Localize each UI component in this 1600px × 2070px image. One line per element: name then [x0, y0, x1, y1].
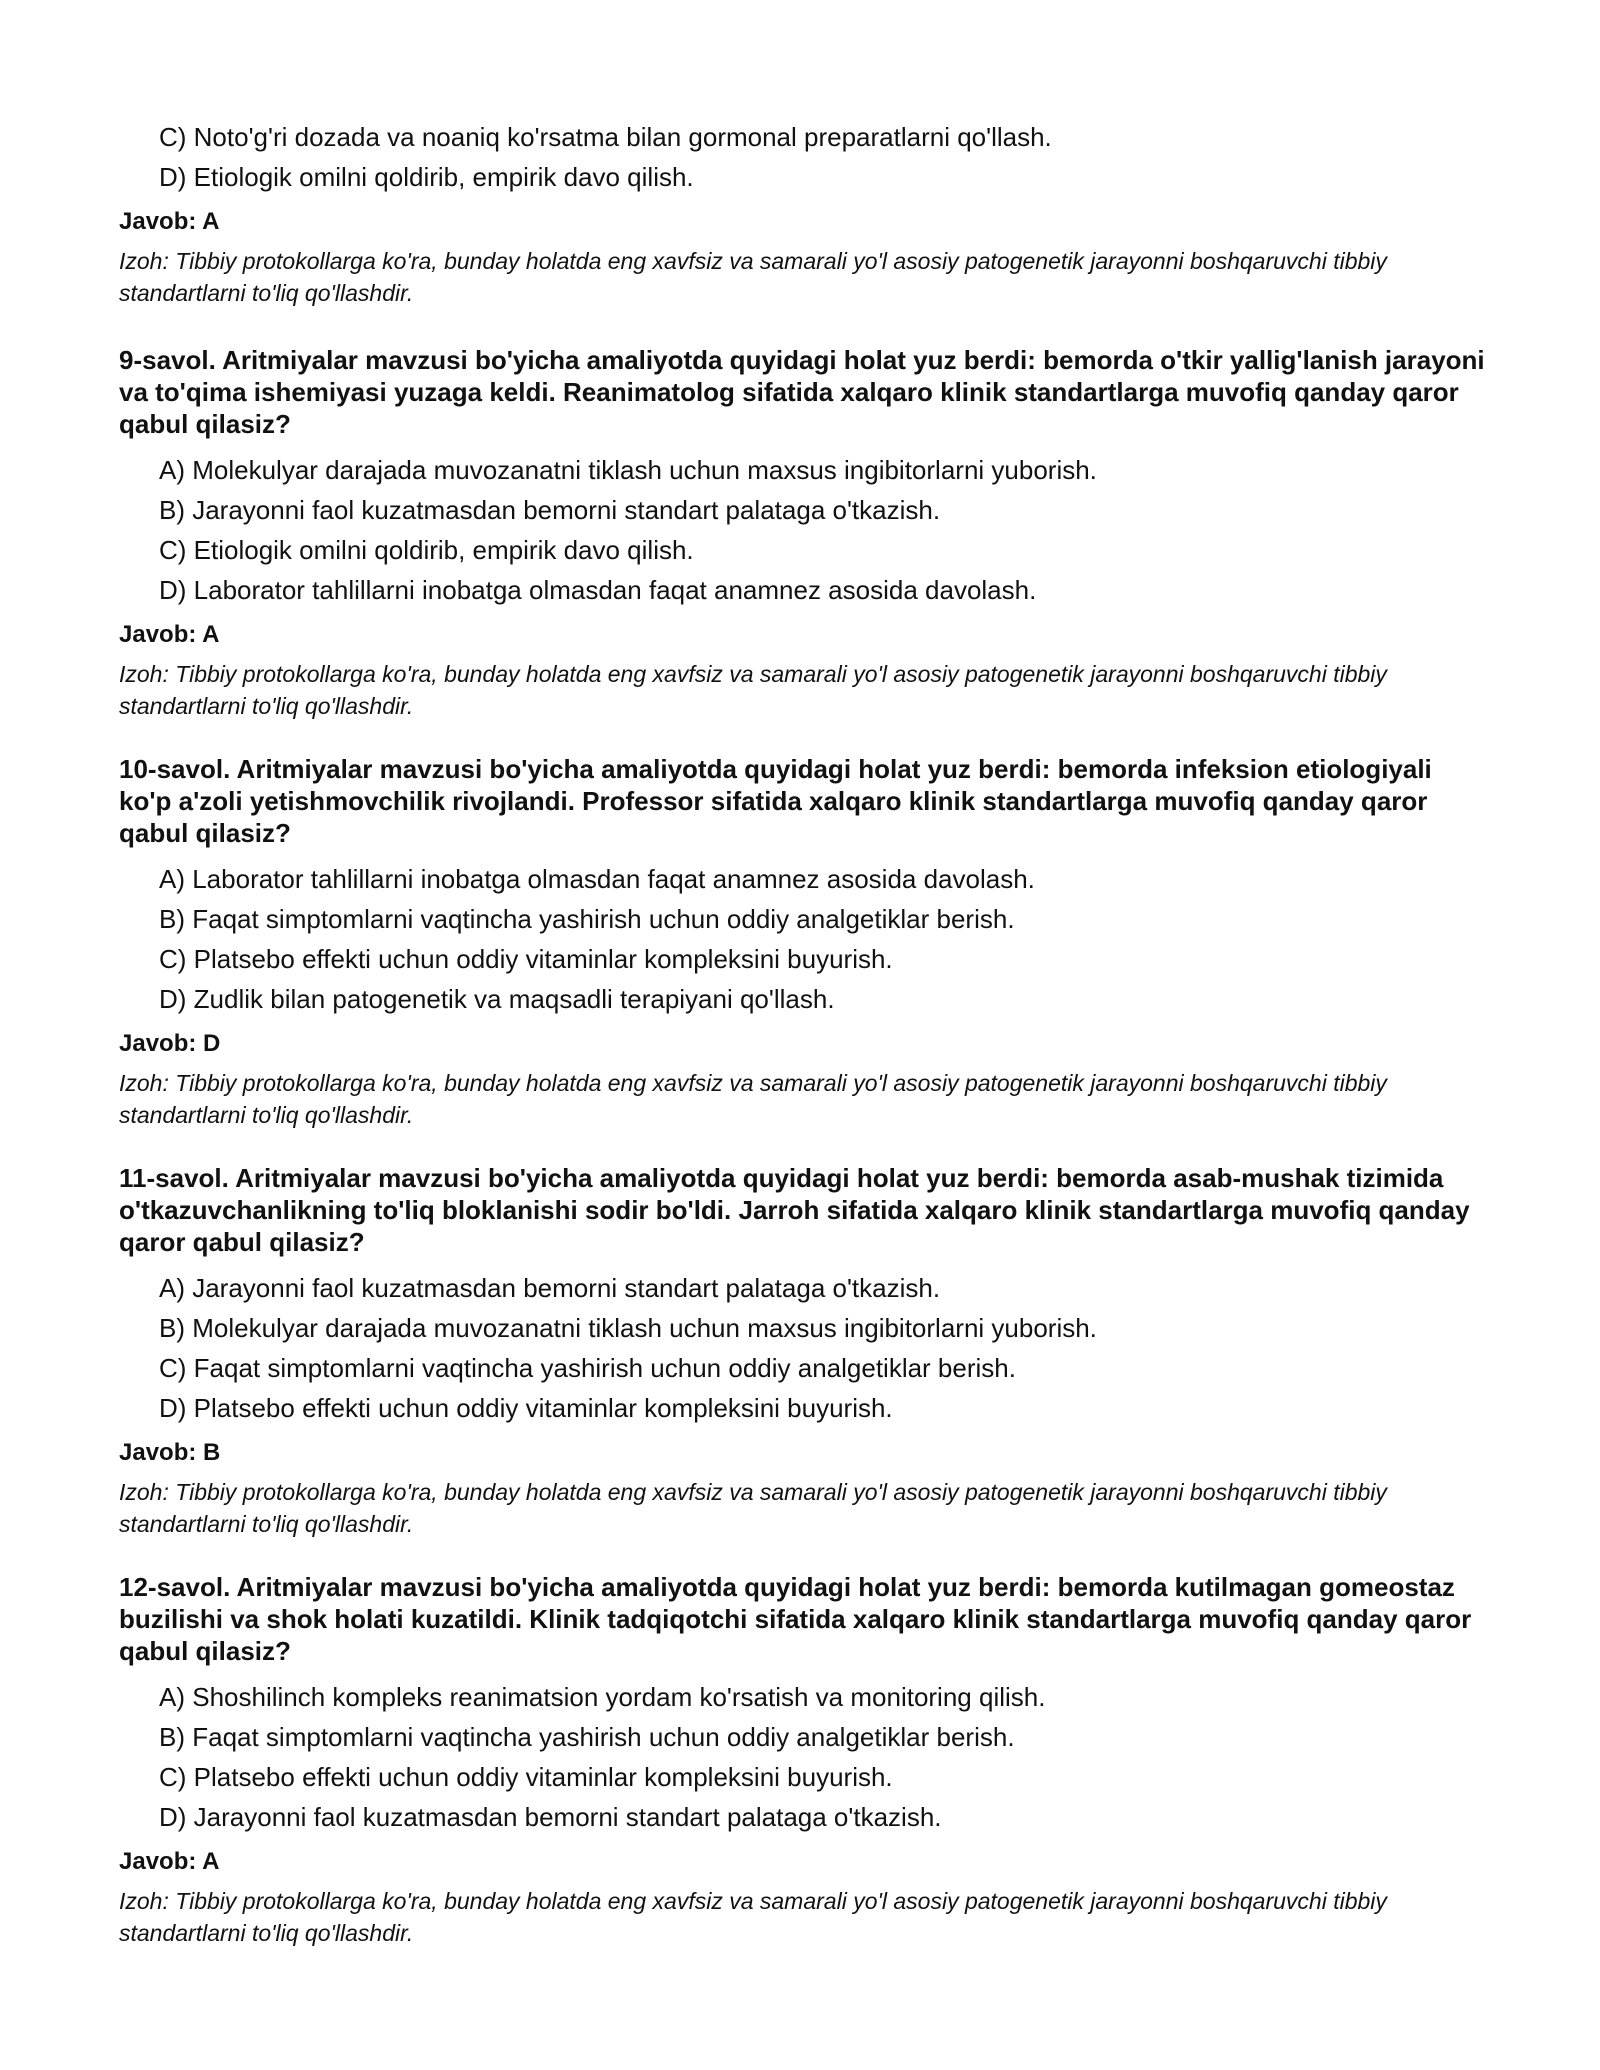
explanation-note: Izoh: Tibbiy protokollarga ko'ra, bunday holatda eng xavfsiz va samarali yo'l asosiy patogenetik jarayonni boshqaruvchi tibbiy standartlarni to'liq qo'llashdir.	[119, 1479, 1387, 1537]
answer-option-d: D) Etiologik omilni qoldirib, empirik davo qilish.	[159, 162, 694, 192]
answer-option-b: B) Jarayonni faol kuzatmasdan bemorni standart palataga o'tkazish.	[159, 495, 941, 525]
question-9	[119, 344, 1489, 722]
answer-option-d: D) Zudlik bilan patogenetik va maqsadli terapiyani qo'llash.	[159, 984, 835, 1014]
answer-key: Javob: A	[119, 208, 220, 235]
answer-option-a: A) Shoshilinch kompleks reanimatsion yordam ko'rsatish va monitoring qilish.	[159, 1682, 1046, 1712]
answer-option-b: B) Faqat simptomlarni vaqtincha yashirish uchun oddiy analgetiklar berish.	[159, 1722, 1015, 1752]
answer-option-a: A) Jarayonni faol kuzatmasdan bemorni standart palataga o'tkazish.	[159, 1273, 941, 1303]
answer-option-c: C) Platsebo effekti uchun oddiy vitaminlar kompleksini buyurish.	[159, 1762, 893, 1792]
answer-key: Javob: A	[119, 1848, 220, 1875]
explanation-note: Izoh: Tibbiy protokollarga ko'ra, bunday holatda eng xavfsiz va samarali yo'l asosiy patogenetik jarayonni boshqaruvchi tibbiy standartlarni to'liq qo'llashdir.	[119, 248, 1387, 306]
answer-option-c: C) Noto'g'ri dozada va noaniq ko'rsatma bilan gormonal preparatlarni qo'llash.	[159, 122, 1052, 152]
question-text: 9-savol. Aritmiyalar mavzusi bo'yicha amaliyotda quyidagi holat yuz berdi: bemorda o'tkir yallig'lanish jarayoni va to'qima ishemiyasi yuzaga keldi. Reanimatolog sifatida xalqaro klinik standartlarga muvofiq qanday qaror qabul qilasiz?	[119, 345, 1485, 439]
answer-option-c: C) Platsebo effekti uchun oddiy vitaminlar kompleksini buyurish.	[159, 944, 893, 974]
question-text: 11-savol. Aritmiyalar mavzusi bo'yicha amaliyotda quyidagi holat yuz berdi: bemorda asab-mushak tizimida o'tkazuvchanlikning to'liq bloklanishi sodir bo'ldi. Jarroh sifatida xalqaro klinik standartlarga muvofiq qanday qaror qabul qilasiz?	[119, 1163, 1470, 1257]
question-12	[119, 1571, 1489, 1949]
answer-option-a: A) Laborator tahlillarni inobatga olmasdan faqat anamnez asosida davolash.	[159, 864, 1035, 894]
answer-option-c: C) Faqat simptomlarni vaqtincha yashirish uchun oddiy analgetiklar berish.	[159, 1353, 1016, 1383]
question-text: 12-savol. Aritmiyalar mavzusi bo'yicha amaliyotda quyidagi holat yuz berdi: bemorda kutilmagan gomeostaz buzilishi va shok holati kuzatildi. Klinik tadqiqotchi sifatida xalqaro klinik standartlarga muvofiq qanday qaror qabul qilasiz?	[119, 1572, 1472, 1666]
answer-key: Javob: A	[119, 621, 220, 648]
question-11	[119, 1162, 1489, 1540]
answer-option-d: D) Jarayonni faol kuzatmasdan bemorni standart palataga o'tkazish.	[159, 1802, 942, 1832]
answer-key: Javob: B	[119, 1439, 221, 1466]
question-text: 10-savol. Aritmiyalar mavzusi bo'yicha amaliyotda quyidagi holat yuz berdi: bemorda infeksion etiologiyali ko'p a'zoli yetishmovchilik rivojlandi. Professor sifatida xalqaro klinik standartlarga muvofiq qanday qaror qabul qilasiz?	[119, 754, 1432, 848]
answer-option-d: D) Laborator tahlillarni inobatga olmasdan faqat anamnez asosida davolash.	[159, 575, 1037, 605]
answer-option-c: C) Etiologik omilni qoldirib, empirik davo qilish.	[159, 535, 694, 565]
question-10	[119, 753, 1489, 1131]
question-8-continuation	[119, 117, 1489, 309]
answer-option-b: B) Molekulyar darajada muvozanatni tiklash uchun maxsus ingibitorlarni yuborish.	[159, 1313, 1097, 1343]
answer-key: Javob: D	[119, 1030, 221, 1057]
explanation-note: Izoh: Tibbiy protokollarga ko'ra, bunday holatda eng xavfsiz va samarali yo'l asosiy patogenetik jarayonni boshqaruvchi tibbiy standartlarni to'liq qo'llashdir.	[119, 1070, 1387, 1128]
answer-option-a: A) Molekulyar darajada muvozanatni tiklash uchun maxsus ingibitorlarni yuborish.	[159, 455, 1097, 485]
answer-option-d: D) Platsebo effekti uchun oddiy vitaminlar kompleksini buyurish.	[159, 1393, 893, 1423]
explanation-note: Izoh: Tibbiy protokollarga ko'ra, bunday holatda eng xavfsiz va samarali yo'l asosiy patogenetik jarayonni boshqaruvchi tibbiy standartlarni to'liq qo'llashdir.	[119, 1888, 1387, 1946]
answer-option-b: B) Faqat simptomlarni vaqtincha yashirish uchun oddiy analgetiklar berish.	[159, 904, 1015, 934]
explanation-note: Izoh: Tibbiy protokollarga ko'ra, bunday holatda eng xavfsiz va samarali yo'l asosiy patogenetik jarayonni boshqaruvchi tibbiy standartlarni to'liq qo'llashdir.	[119, 661, 1387, 719]
